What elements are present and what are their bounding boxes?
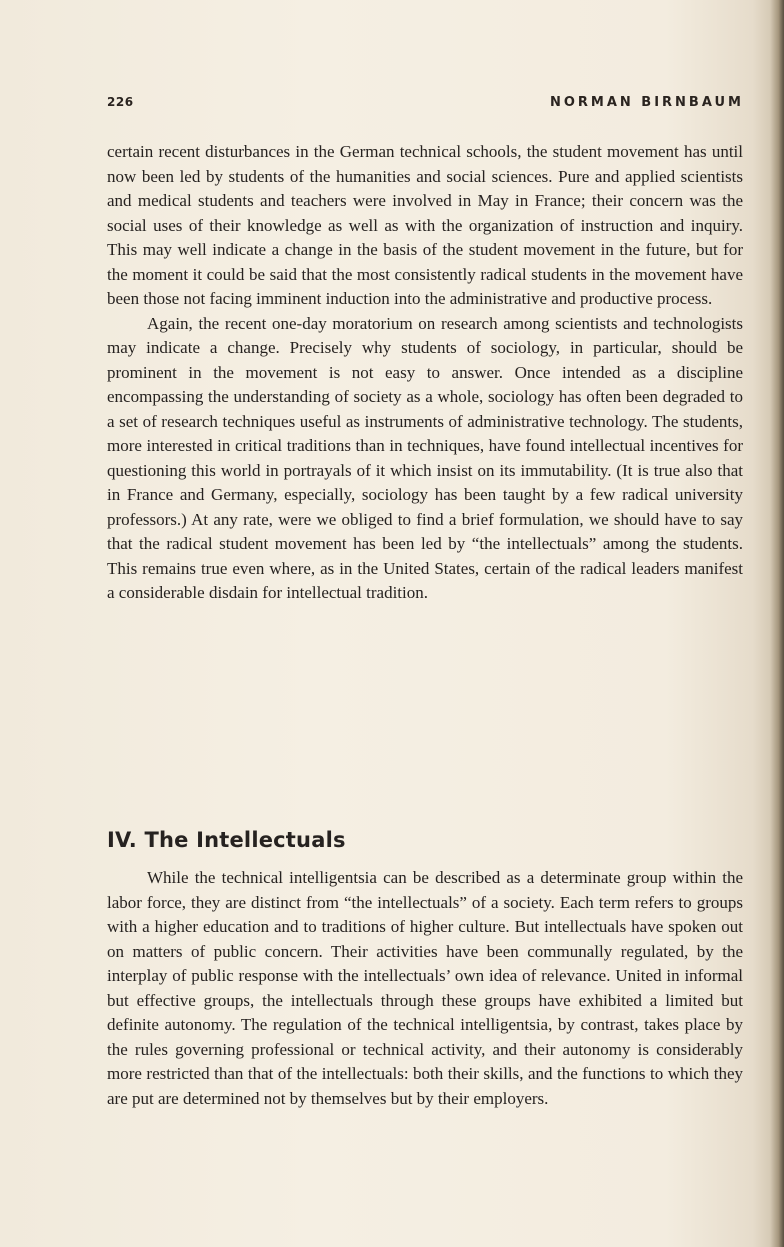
running-head <box>107 95 744 115</box>
paragraph-continued: certain recent disturbances in the German technical schools, the student movement has until now been led by students of the humanities and social sciences. Pure and applied scientists and medical students and teachers were involved in May in France; their concern was the social uses of their knowledge as well as with the organization of instruction and inquiry. This may well indicate a change in the basis of the student movement in the future, but for the moment it could be said that the most consistently radical students in the movement have been those not facing imminent induction into the administrative and productive process. <box>107 142 743 308</box>
page-number: 226 <box>107 95 134 109</box>
section-heading: IV. The Intellectuals <box>107 828 346 852</box>
paragraph: While the technical intelligentsia can be described as a determinate group within the labor force, they are distinct from “the intellectuals” of a society. Each term refers to groups with a higher education and to traditions of higher culture. But intellectuals have spoken out on matters of public concern. Their activities have been communally regulated, by the interplay of public response with the intellectuals’ own idea of relevance. United in informal but effective groups, the intellectuals through these groups have exhibited a limited but definite autonomy. The regulation of the technical intelligentsia, by contrast, takes place by the rules governing professional or technical activity, and their autonomy is considerably more restricted than that of the intellectuals: both their skills, and the functions to which they are put are determined not by themselves but by their employers. <box>107 868 743 1108</box>
section-body-text <box>107 866 743 1111</box>
page-edge-shadow <box>770 0 784 1247</box>
body-text <box>107 140 743 606</box>
paragraph: Again, the recent one-day moratorium on research among scientists and technologists may indicate a change. Precisely why students of sociology, in particular, should be prominent in the movement is not easy to answer. Once intended as a discipline encompassing the understanding of society as a whole, sociology has often been degraded to a set of research techniques useful as instruments of administrative technology. The students, more interested in critical traditions than in techniques, have found intellectual incentives for questioning this world in portrayals of it which insist on its immutability. (It is true also that in France and Germany, especially, sociology has been taught by a few radical university professors.) At any rate, were we obliged to find a brief formulation, we should have to say that the radical student movement has been led by “the intellectuals” among the students. This remains true even where, as in the United States, certain of the radical leaders manifest a considerable disdain for intellectual tradition. <box>107 313 743 602</box>
running-head-author: NORMAN BIRNBAUM <box>549 95 744 110</box>
